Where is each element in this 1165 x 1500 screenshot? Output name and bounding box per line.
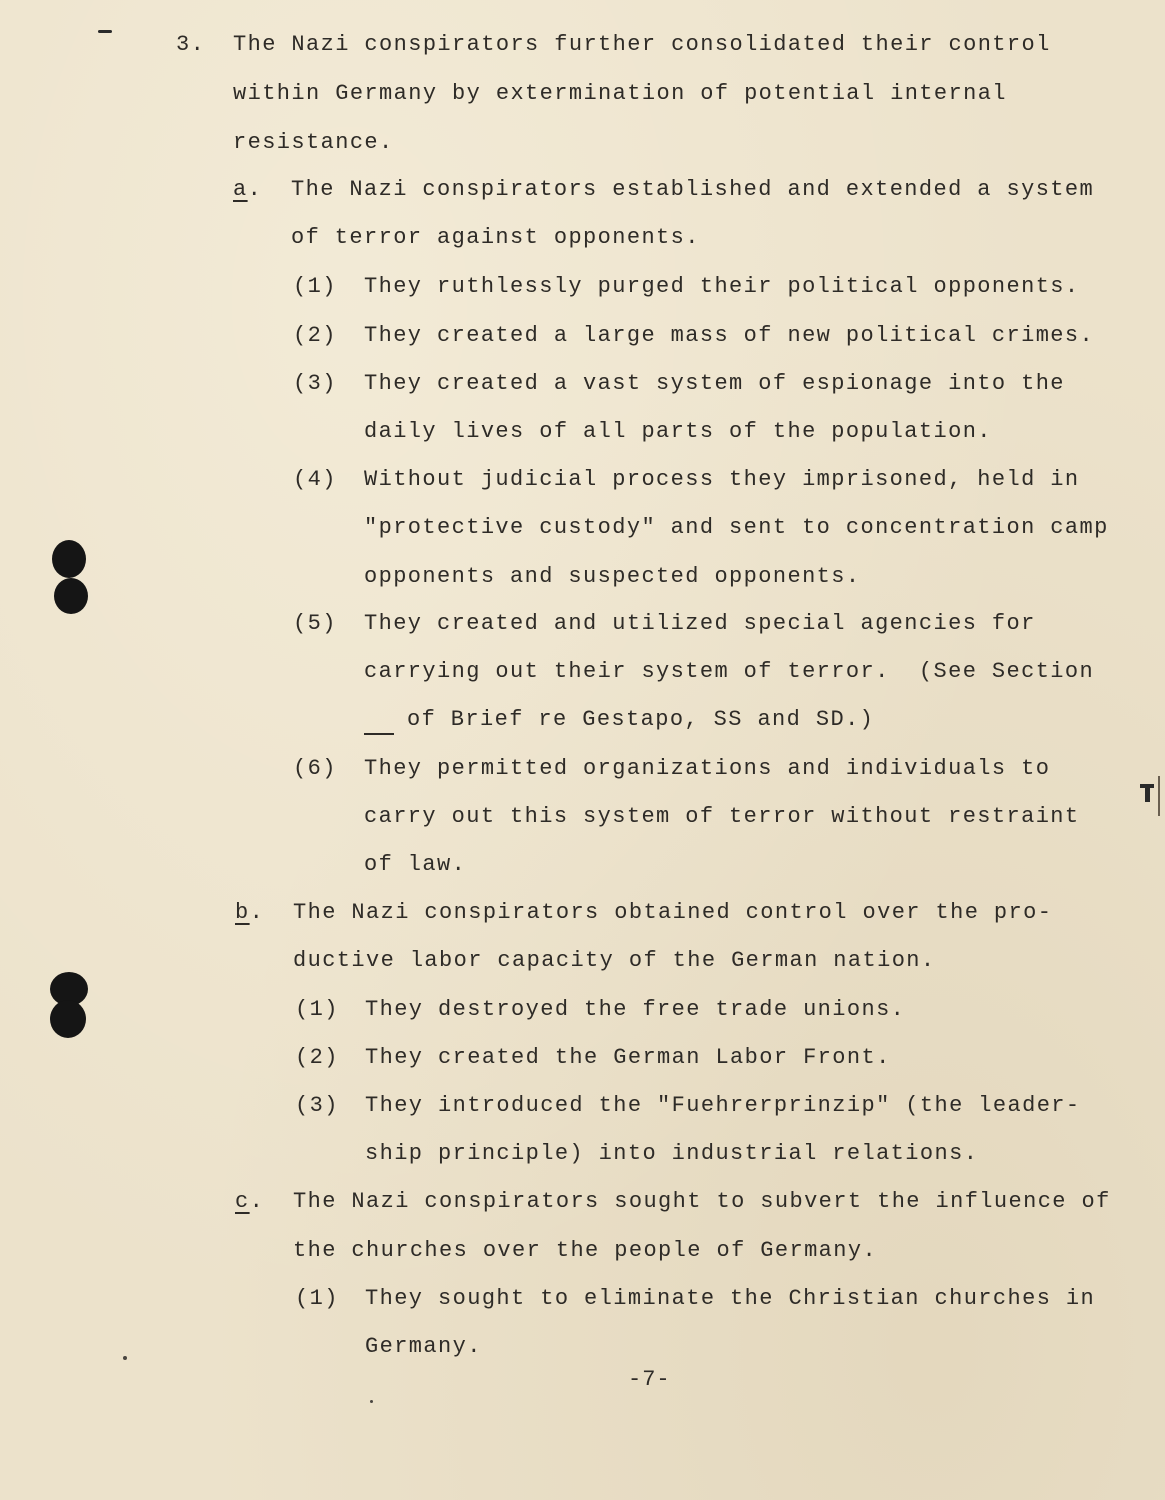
subsection-a-marker: a.: [233, 177, 263, 202]
item-text: They created the German Labor Front.: [365, 1045, 891, 1070]
text-line: resistance.: [233, 130, 394, 155]
item-text: They ruthlessly purged their political opponents.: [364, 274, 1080, 299]
text-line: The Nazi conspirators further consolidated their control: [233, 32, 1051, 57]
binder-hole-top-1: [52, 540, 86, 578]
item-number: (3): [295, 1093, 339, 1118]
text-line: The Nazi conspirators obtained control over the pro-: [293, 900, 1053, 925]
item-text: They destroyed the free trade unions.: [365, 997, 906, 1022]
item-text: Without judicial process they imprisoned, held in: [364, 467, 1080, 492]
item-text: They created a large mass of new political crimes.: [364, 323, 1095, 348]
item-text: "protective custody" and sent to concentration camp: [364, 515, 1109, 540]
text-line: within Germany by extermination of potential internal: [233, 81, 1007, 106]
item-number: (2): [295, 1045, 339, 1070]
item-text: carry out this system of terror without restraint: [364, 804, 1080, 829]
subsection-letter: c: [235, 1189, 250, 1214]
text-line: The Nazi conspirators established and extended a system: [291, 177, 1095, 202]
item-number: (5): [293, 611, 337, 636]
item-number: (1): [295, 1286, 339, 1311]
item-number: (4): [293, 467, 337, 492]
page-number: -7-: [628, 1367, 671, 1392]
blank-section-number: [364, 733, 394, 735]
item-text: Germany.: [365, 1334, 482, 1359]
item-text: of Brief re Gestapo, SS and SD.): [407, 707, 875, 732]
item-text: daily lives of all parts of the population.: [364, 419, 992, 444]
item-text: carrying out their system of terror. (See Section: [364, 659, 1095, 684]
item-number: (3): [293, 371, 337, 396]
subsection-letter: a: [233, 177, 248, 202]
corner-mark: [98, 30, 112, 33]
subsection-c-marker: c.: [235, 1189, 265, 1214]
edge-line: [1158, 776, 1160, 816]
item-text: They sought to eliminate the Christian churches in: [365, 1286, 1096, 1311]
text-line: of terror against opponents.: [291, 225, 700, 250]
subsection-b-marker: b.: [235, 900, 265, 925]
item-text: of law.: [364, 852, 467, 877]
text-line: The Nazi conspirators sought to subvert the influence of: [293, 1189, 1111, 1214]
binder-hole-top-2: [54, 578, 88, 614]
item-number: (6): [293, 756, 337, 781]
item-number: (2): [293, 323, 337, 348]
text-line: the churches over the people of Germany.: [293, 1238, 878, 1263]
subsection-letter: b: [235, 900, 250, 925]
text-line: ductive labor capacity of the German nation.: [293, 948, 936, 973]
item-text: They created and utilized special agencies for: [364, 611, 1036, 636]
edge-tab-stem: [1145, 786, 1150, 802]
item-number: (1): [295, 997, 339, 1022]
item-text: They introduced the "Fuehrerprinzip" (the leader-: [365, 1093, 1081, 1118]
item-text: ship principle) into industrial relations.: [365, 1141, 979, 1166]
item-text: opponents and suspected opponents.: [364, 564, 861, 589]
item-text: They permitted organizations and individuals to: [364, 756, 1051, 781]
item-text: They created a vast system of espionage into the: [364, 371, 1065, 396]
speck: [370, 1400, 373, 1403]
section-number: 3.: [176, 32, 206, 57]
speck: [123, 1356, 127, 1360]
binder-hole-bottom-2: [50, 1000, 86, 1038]
item-number: (1): [293, 274, 337, 299]
